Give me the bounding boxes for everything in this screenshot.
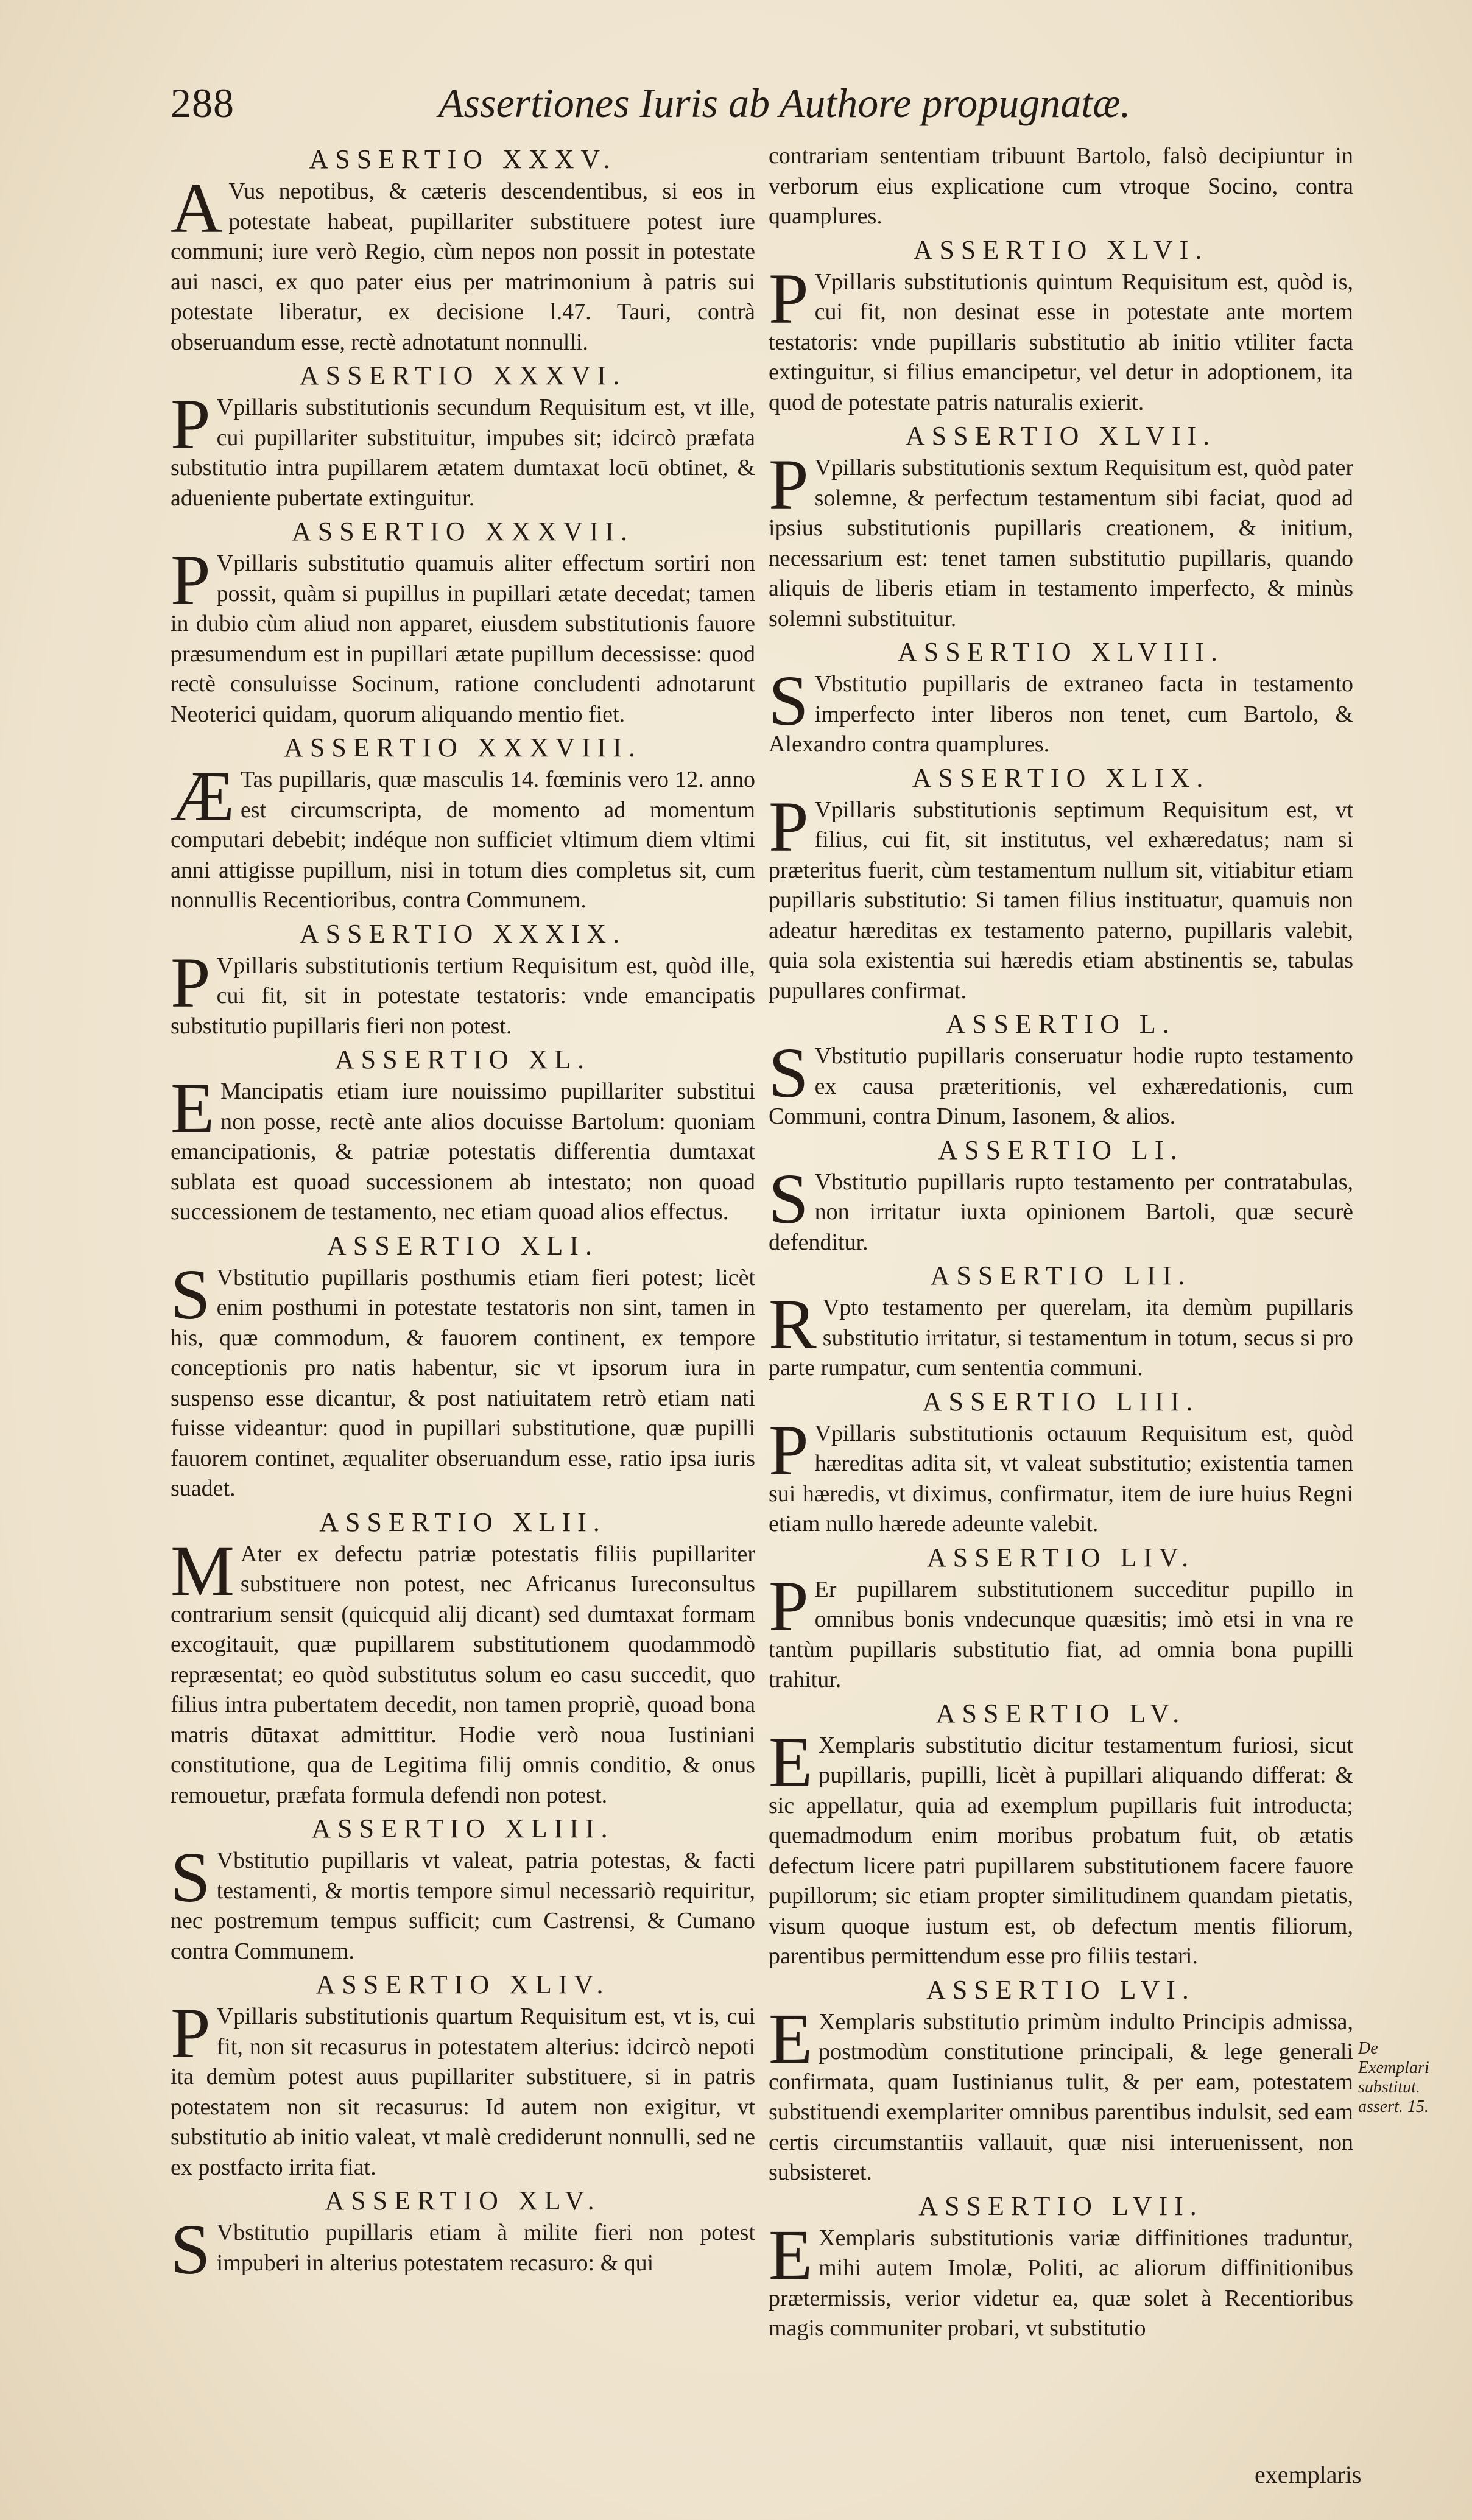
assertion-text <box>769 1566 1353 1695</box>
assertion-body: Vpillaris substitutionis septimum Requisitum est, vt filius, cui fit, sit institutus, vel exhæredatus; nam si præteritus fuerit, cùm testamentum nullum sit, vitiabitur etiam pupillaris substitutio: Si tamen filius instituatur, quamuis non adeatur hæreditas ex testamento paterno, pupillaris valebit, quia sola existentia sui hæredis etiam abstinentis se, tabulas pupullares confirmat. <box>769 797 1353 1004</box>
assertion-text <box>769 2214 1353 2344</box>
drop-initial: S <box>171 1254 211 1334</box>
drop-initial: A <box>171 168 223 248</box>
assertion-heading: ASSERTIO XXXVI. <box>299 361 627 390</box>
assertion-body: Vpillaris substitutionis quintum Requisitum est, quòd is, cui fit, non desinat esse in potestate ante mortem testatoris: vnde pupillaris substitutio ab initio vtiliter facta extinguitur, si filius emancipetur, vel detur in adoptionem, ita quod de potestate patris naturalis exierit. <box>769 269 1353 415</box>
assertion-body: Vpto testamento per querelam, ita demùm pupillaris substitutio irritatur, si testamentum in totum, secus si pro parte rumpatur, cum sententia communi. <box>769 1295 1353 1381</box>
catchword: exemplaris <box>1255 2461 1362 2488</box>
assertion-text <box>769 141 1353 232</box>
assertion-text <box>171 2209 755 2289</box>
assertion-text <box>769 661 1353 760</box>
assertion-body: Vbstitutio pupillaris vt valeat, patria potestas, & facti testamenti, & mortis tempore simul necessariò requiritur, nec postremum tempus sufficit; cum Castrensi, & Cumano contra Communem. <box>171 1848 755 1964</box>
drop-initial: S <box>171 2209 211 2289</box>
drop-initial: P <box>769 445 809 524</box>
assertion-body: Xemplaris substitutio primùm indulto Principis admissa, postmodùm constitutione principali, & lege generali confirmata, quam Iustinianus tulit, & per eam, potestatem substituendi exemplariter omnibus parentibus indulsit, sed eam certis circumstantiis vallauit, quæ nisi interuenissent, non subsisteret. <box>769 2008 1353 2185</box>
assertion-text <box>769 445 1353 634</box>
assertion-heading: ASSERTIO XLV. <box>325 2186 601 2216</box>
assertion-heading: ASSERTIO XLVI. <box>913 234 1209 265</box>
assertion-heading: ASSERTIO XXXV. <box>309 144 617 174</box>
drop-initial: E <box>769 2214 813 2295</box>
assertion-body: Xemplaris substitutio dicitur testamentum furiosi, sicut pupillaris, pupilli, licèt à pupillari aliquando differat: & sic appellatur, quia ad exemplum pupillaris fuit introducta; quemadmodum enim moribus probatum fuit, ob ætatis defectum licere patri pupillarem substitutionem facere fauore pupillorum; sic etiam propter similitudinem quandam pietatis, visum quoque iustum est, ob defectum mentis filiorum, parentibus permittendum esse pro filiis testari. <box>769 1732 1353 1969</box>
drop-initial: P <box>171 942 211 1022</box>
assertion-text <box>171 756 755 916</box>
assertion-heading: ASSERTIO XLIV. <box>315 1969 610 1999</box>
assertion-text <box>769 1284 1353 1384</box>
drop-initial: P <box>769 258 809 339</box>
drop-initial: P <box>769 1566 809 1646</box>
assertion-heading: ASSERTIO LVI. <box>926 1974 1196 2005</box>
assertion-text <box>171 1837 755 1966</box>
margin-note: De Exemplari substitut. assert. 15. <box>1358 2039 1429 2116</box>
assertion-heading: ASSERTIO LIII. <box>922 1386 1200 1417</box>
assertion-text <box>171 942 755 1042</box>
assertion-body: Mancipatis etiam iure nouissimo pupillariter substitui non posse, rectè ante alios docuisse Bartolum: quoniam emancipationis, & patriæ potestatis differentia dumtaxat sublata est quoad successionem ab intestato; non quoad successionem de testamento, nec etiam quoad alios effectus. <box>171 1079 755 1225</box>
assertion-text <box>769 1722 1353 1972</box>
assertion-body: Tas pupillaris, quæ masculis 14. fœminis vero 12. anno est circumscripta, de momento ad momentum computari debebit; indéque non sufficiet vltimum diem vltimi anni attigisse pupillum, nisi in totum dies completus sit, cum nonnullis Recentioribus, contra Communem. <box>171 767 755 913</box>
assertion-heading: ASSERTIO XLVIII. <box>898 637 1224 667</box>
assertion-text <box>769 258 1353 418</box>
right-column <box>769 141 1353 2344</box>
assertion-body: Vpillaris substitutionis octauum Requisitum est, quòd hæreditas adita sit, vt valeat substitutio; existentia tamen sui hæredis, vt diximus, confirmatur, item de iure huius Regni etiam nullo hærede adeunte valebit. <box>769 1420 1353 1536</box>
assertion-body: Vbstitutio pupillaris conseruatur hodie rupto testamento ex causa præteritionis, vel exhæredationis, cum Communi, contra Dinum, Iasonem, & alios. <box>769 1043 1353 1129</box>
left-column <box>171 141 755 2289</box>
drop-initial: S <box>769 661 809 741</box>
assertion-body: Xemplaris substitutionis variæ diffinitiones traduntur, mihi autem Imolæ, Politi, ac aliorum diffinitionibus prætermissis, verior videtur ea, quæ solet à Recentioribus magis communiter probari, vt substitutio <box>769 2225 1353 2341</box>
assertion-heading: ASSERTIO XLI. <box>327 1230 599 1261</box>
drop-initial: P <box>769 1410 809 1490</box>
assertion-text <box>171 1254 755 1504</box>
drop-initial: S <box>769 1033 809 1113</box>
assertion-heading: ASSERTIO XLIX. <box>912 762 1210 793</box>
assertion-text <box>171 1530 755 1811</box>
drop-initial: P <box>769 786 809 867</box>
page-number: 288 <box>171 80 234 126</box>
assertion-text <box>769 1410 1353 1540</box>
assertion-body: Er pupillarem substitutionem succeditur pupillo in omnibus bonis vndecunque quæsitis; imò etsi in vna re tantùm pupillaris substitutio fiat, ad omnia bona pupilli trahitur. <box>769 1576 1353 1692</box>
assertion-body: Vpillaris substitutionis secundum Requisitum est, vt ille, cui pupillariter substituitur, impubes sit; idcircò præfata substitutio intra pupillarem ætatem dumtaxat locū obtinet, & adueniente pubertate extinguitur. <box>171 395 755 511</box>
assertion-text <box>171 1068 755 1228</box>
drop-initial: P <box>171 1993 211 2073</box>
assertion-text <box>769 1033 1353 1132</box>
assertion-heading: ASSERTIO L. <box>946 1009 1176 1039</box>
assertion-text <box>769 786 1353 1007</box>
assertion-body: Vbstitutio pupillaris de extraneo facta in testamento imperfecto inter liberos non tenet, cum Bartolo, & Alexandro contra quamplures. <box>769 671 1353 757</box>
drop-initial: E <box>769 1722 813 1802</box>
assertion-body: Ater ex defectu patriæ potestatis filiis pupillariter substituere non potest, nec Africanus Iureconsultus contrarium sensit (quicquid alij dicant) sed dumtaxat formam excogitauit, quæ pupillarem substitutionem quodammodò repræsentat; eo quòd substitutus solum eo casu succedit, quo filius intra pubertatem decedit, non tamen propriè, quoad bona matris dūtaxat admittitur. Hodie verò noua Iustiniani constitutione, qua de Legitima filij omnis conditio, & onus remouetur, præfata formula defendi non potest. <box>171 1541 755 1808</box>
assertion-body: Vus nepotibus, & cæteris descendentibus, si eos in potestate habeat, pupillariter substituere potest iure communi; iure verò Regio, cùm nepos non possit in potestate aui nasci, ex quo pater eius per matrimonium à patris sui potestate liberatur, ex decisione l.47. Tauri, contrà obseruandum esse, rectè adnotatunt nonnulli. <box>171 178 755 355</box>
assertion-text <box>171 168 755 357</box>
assertion-heading: ASSERTIO XLIII. <box>311 1814 615 1843</box>
assertion-heading: ASSERTIO XLVII. <box>905 421 1217 451</box>
drop-initial: Æ <box>171 756 234 836</box>
assertion-heading: ASSERTIO XXXVII. <box>291 516 634 546</box>
assertion-heading: ASSERTIO LIV. <box>926 1542 1196 1572</box>
assertion-body: Vpillaris substitutionis sextum Requisitum est, quòd pater solemne, & perfectum testamentum sibi faciat, quod ad ipsius substitutionis pupillaris creationem, & initium, necessarium est: tenet tamen substitutio pupillaris, quando aliquis de liberis etiam in testamento imperfecto, & minùs solemni substituitur. <box>769 455 1353 632</box>
assertion-body: Vpillaris substitutionis tertium Requisitum est, quòd ille, cui fit, sit in potestate testatoris: vnde emancipatis substitutio pupillaris fieri non potest. <box>171 952 755 1039</box>
assertion-body: Vpillaris substitutionis quartum Requisitum est, vt is, cui fit, non sit recasurus in potestatem alterius: idcircò nepoti ita demùm potest auus pupillariter substituere, si in patris potestatem non sit recasurus: Id autem non exigitur, vt substitutio ab initio valeat, vt malè crediderunt nonnulli, sed ne ex postfacto irrita fiat. <box>171 2004 755 2180</box>
assertion-body: Vbstitutio pupillaris etiam à milite fieri non potest impuberi in alterius potestatem recasuro: & qui <box>216 2220 755 2276</box>
drop-initial: S <box>171 1837 211 1917</box>
drop-initial: S <box>769 1158 809 1239</box>
drop-initial: P <box>171 540 211 620</box>
assertion-heading: ASSERTIO LII. <box>930 1261 1192 1290</box>
assertion-text <box>171 1993 755 2183</box>
assertion-heading: ASSERTIO XLII. <box>319 1507 607 1537</box>
assertion-heading: ASSERTIO XXXIX. <box>299 918 627 949</box>
assertion-text <box>171 384 755 513</box>
assertion-text <box>769 1998 1353 2188</box>
assertion-body: Vbstitutio pupillaris rupto testamento per contratabulas, non irritatur iuxta opinionem Bartoli, quæ securè defenditur. <box>769 1169 1353 1255</box>
assertion-body: Vbstitutio pupillaris posthumis etiam fieri potest; licèt enim posthumi in potestate testatoris non sint, tamen in his, quæ commodum, & fauorem continent, ex tempore conceptionis pro natis habentur, sic vt ipsorum iura in suspenso esse dicantur, & post natiuitatem retrò etiam nati fuisse videantur: quod in pupillari substitutione, quæ pupilli fauorem continet, æqualiter obseruandum esse, ratio ipsa iuris suadet. <box>171 1264 755 1501</box>
assertion-heading: ASSERTIO LVII. <box>918 2191 1203 2221</box>
assertion-heading: ASSERTIO LV. <box>935 1698 1186 1728</box>
assertion-heading: ASSERTIO XXXVIII. <box>284 733 642 762</box>
assertion-body: Vpillaris substitutio quamuis aliter effectum sortiri non possit, quàm si pupillus in pupillari ætate decedat; tamen in dubio cùm aliud non apparet, eiusdem substitutionis fauore præsumendum est in pupillari ætate pupillum decessisse: quod rectè consuluisse Socinum, ratione concludenti adnotarunt Neoterici quidam, quorum aliquando mentio fiet. <box>171 551 755 727</box>
drop-initial: P <box>171 384 211 464</box>
page-header <box>152 79 1346 146</box>
assertion-heading: ASSERTIO XL. <box>334 1044 591 1074</box>
assertion-body: contrariam sententiam tribuunt Bartolo, falsò decipiuntur in verborum eius explicatione cum vtroque Socino, contra quamplures. <box>769 143 1353 229</box>
running-title: Assertiones Iuris ab Authore propugnatæ. <box>438 80 1131 126</box>
drop-initial: E <box>769 1998 813 2078</box>
assertion-heading: ASSERTIO LI. <box>938 1135 1184 1165</box>
drop-initial: M <box>171 1530 234 1611</box>
drop-initial: E <box>171 1068 215 1148</box>
assertion-text <box>769 1158 1353 1258</box>
assertion-text <box>171 540 755 730</box>
drop-initial: R <box>769 1284 817 1364</box>
